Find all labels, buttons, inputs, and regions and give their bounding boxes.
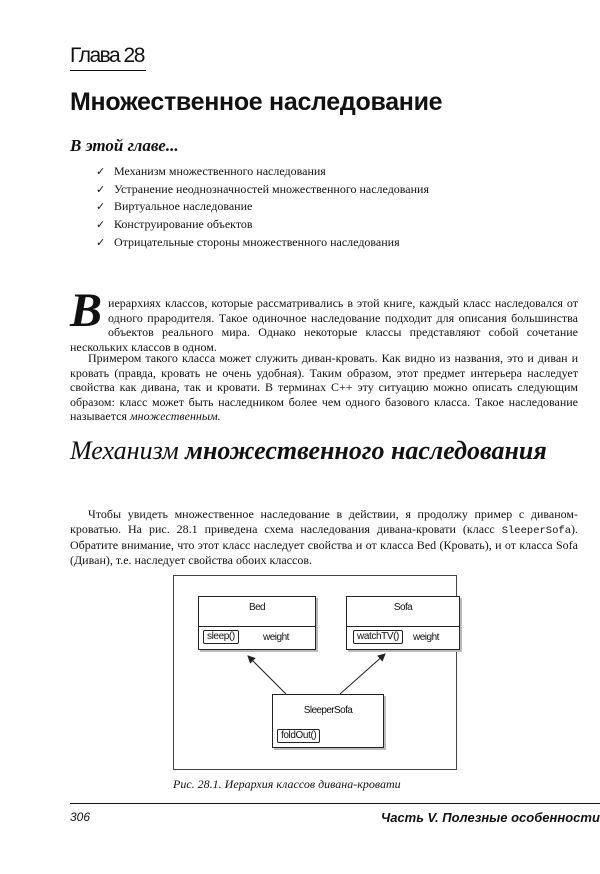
checkmark-icon: ✓	[96, 165, 106, 178]
checkmark-icon: ✓	[96, 200, 106, 214]
page-number: 306	[70, 810, 91, 824]
class-box-sofa	[346, 596, 460, 650]
class-diagram	[173, 575, 457, 770]
member-label: weight	[413, 632, 439, 643]
section-paragraph: Чтобы увидеть множественное наследование в действии, я продолжу пример с диваном-кроватью. На рис. 28.1 приведена схема наследования дивана-кровати (класс SleeperSofa). Обратите внимание, что этот класс наследует свойства и от класса Bed (Кровать), и от класса Sofa (Диван), т.е. наследует свойства обоих классов.	[70, 507, 578, 567]
drop-cap: В	[70, 284, 103, 337]
running-head: Часть V. Полезные особенности	[381, 810, 600, 825]
list-item: ✓ Отрицательные стороны множественного наследования	[96, 234, 429, 252]
method-label: sleep()	[203, 630, 239, 644]
class-box-bed	[198, 596, 316, 650]
list-item: ✓ Виртуальное наследование	[96, 198, 429, 216]
method-label: foldOut()	[277, 729, 320, 743]
arrow-to-bed	[248, 656, 286, 694]
chapter-label: Глава 28	[70, 44, 144, 67]
method-label: watchTV()	[353, 630, 403, 644]
class-name: SleeperSofa	[303, 705, 353, 716]
class-box-sleepersofa	[272, 694, 384, 748]
code-class-name: SleeperSofa	[501, 524, 571, 537]
class-name: Bed	[249, 602, 265, 613]
checkmark-icon: ✓	[96, 218, 106, 232]
list-item: ✓ Устранение неоднозначностей множественного наследования	[96, 181, 429, 199]
arrow-to-sofa	[340, 654, 385, 694]
footer-rule	[70, 803, 600, 804]
in-chapter-list	[96, 163, 429, 251]
example-paragraph: Примером такого класса может служить диван-кровать. Как видно из названия, это и диван и кровать (правда, кровать не очень удобная). Таким образом, этот предмет интерьера наследует свойства как дивана, так и кровати. В терминах С++ эту ситуацию можно описать следующим образом: класс может быть наследником более чем одного базового класса. Такое наследование называется множественным.	[70, 351, 578, 424]
figure-caption: Рис. 28.1. Иерархия классов дивана-кровати	[173, 777, 401, 791]
chapter-title: Множественное наследование	[70, 88, 443, 116]
emphasis-term: множественным.	[129, 409, 221, 424]
list-item: ✓ Конструирование объектов	[96, 216, 429, 234]
checkmark-icon: ✓	[96, 182, 106, 196]
checkmark-icon: ✓	[96, 235, 106, 249]
section-heading: Механизм множественного наследования	[70, 436, 547, 465]
chapter-rule	[70, 70, 146, 71]
in-chapter-heading: В этой главе...	[70, 136, 179, 155]
list-item: ✓ Механизм множественного наследования	[96, 163, 429, 181]
intro-paragraph: Виерархиях классов, которые рассматривались в этой книге, каждый класс наследовался от одного прародителя. Такое одиночное наследование подходит для описания большинства объектов реального мира. Однако некоторые классы представляют собой сочетание нескольких классов в одном.	[70, 284, 578, 354]
member-label: weight	[263, 632, 289, 643]
class-name: Sofa	[393, 602, 413, 613]
